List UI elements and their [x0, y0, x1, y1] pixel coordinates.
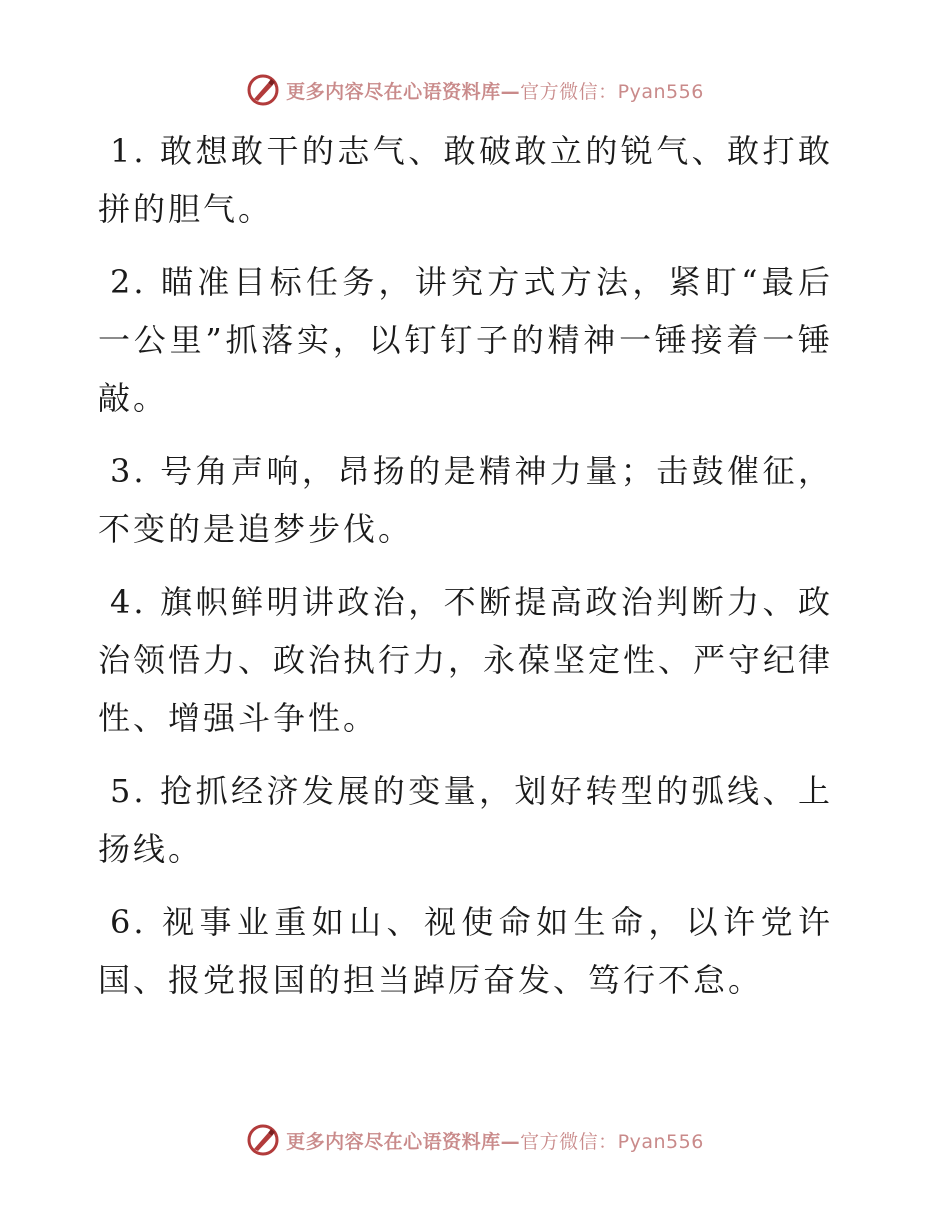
header-banner-text	[286, 77, 704, 104]
document-body	[98, 122, 833, 1024]
footer-banner-text	[286, 1127, 704, 1154]
header-banner-sep: —	[500, 80, 521, 103]
pen-circle-logo-icon	[246, 73, 280, 107]
list-item-1: 1. 敢想敢干的志气、敢破敢立的锐气、敢打敢拼的胆气。	[98, 132, 833, 228]
list-item-4: 4. 旗帜鲜明讲政治，不断提高政治判断力、政治领悟力、政治执行力，永葆坚定性、严守纪律性、增强斗争性。	[98, 583, 834, 737]
footer-banner-main: 更多内容尽在心语资料库	[286, 1130, 501, 1153]
footer-banner	[0, 1120, 950, 1160]
header-banner-main: 更多内容尽在心语资料库	[286, 80, 501, 103]
list-item-3: 3. 号角声响，昂扬的是精神力量；击鼓催征，不变的是追梦步伐。	[98, 452, 833, 548]
pen-circle-logo-icon	[246, 1123, 280, 1157]
header-banner-wechat: 官方微信：Pyan556	[520, 80, 704, 103]
list-item-2: 2. 瞄准目标任务，讲究方式方法，紧盯“最后一公里”抓落实，以钉钉子的精神一锤接着一锤敲。	[98, 263, 833, 417]
list-item-6: 6. 视事业重如山、视使命如生命，以许党许国、报党报国的担当踔厉奋发、笃行不怠。	[98, 903, 833, 999]
footer-banner-wechat: 官方微信：Pyan556	[520, 1130, 704, 1153]
footer-banner-sep: —	[500, 1130, 521, 1153]
header-banner	[0, 70, 950, 110]
list-item-5: 5. 抢抓经济发展的变量，划好转型的弧线、上扬线。	[98, 772, 833, 868]
